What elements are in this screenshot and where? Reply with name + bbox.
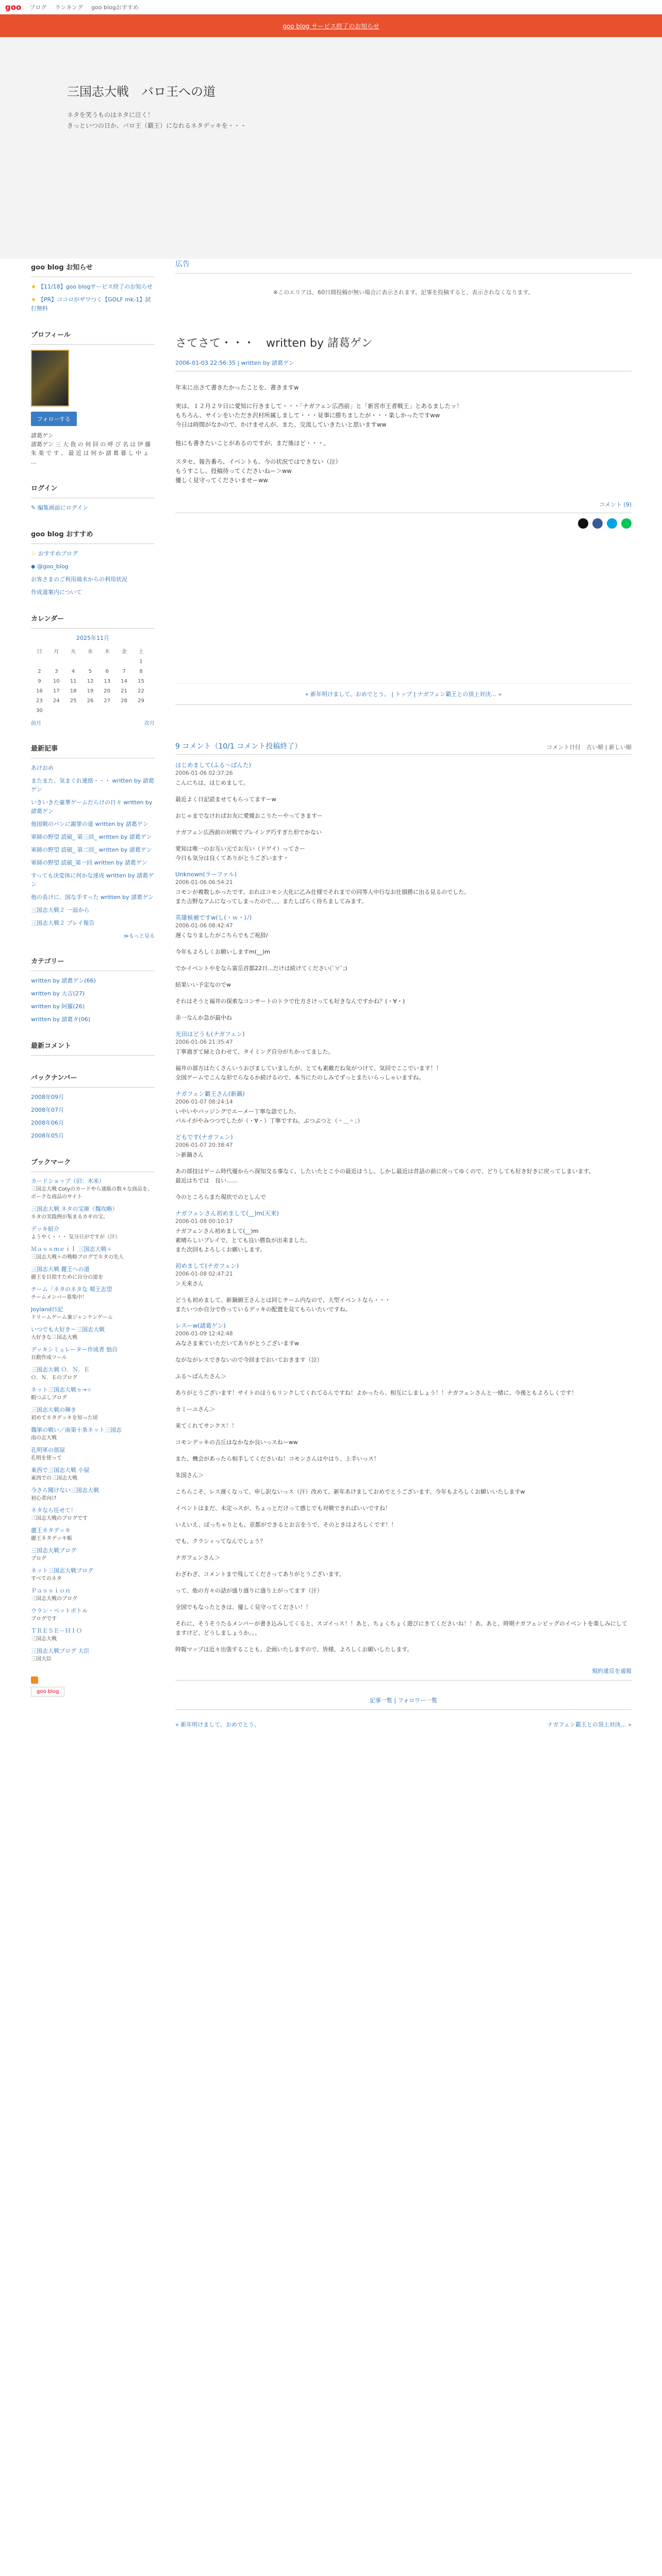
comment-author[interactable]: ナガフェンさん初めまして(__)m(天来): [175, 1210, 279, 1217]
recent-entry-link[interactable]: すっても決変体に何かな達成 written by 諸葛ゲン: [31, 872, 154, 888]
top-link-recommend[interactable]: goo blogおすすめ: [91, 4, 139, 11]
blog-header: [0, 37, 662, 259]
bookmark-desc: 麗王を目指すために自分の道を: [31, 1275, 103, 1280]
bookmark-item: [31, 1285, 155, 1301]
bookmark-link[interactable]: Ｍａｓｓｍｅｉｌ 三国志大戦＋: [31, 1246, 112, 1252]
bookmark-link[interactable]: 三国志大戦の輝き: [31, 1406, 76, 1413]
comment-text: 朱国さん＞: [175, 1472, 204, 1479]
backnumber-item[interactable]: 2008年07月: [31, 1107, 64, 1113]
bookmark-desc: Ｏ．Ｎ．Ｅのブログ: [31, 1375, 77, 1381]
star-icon: ★: [31, 283, 36, 290]
comment: [175, 1133, 632, 1202]
recent-entry-link[interactable]: 三国志大戦２ プレイ報告: [31, 920, 95, 926]
bookmark-link[interactable]: ネット三国志大戦ｓ→☆: [31, 1386, 92, 1393]
bookmark-desc: ネタの実践例が集まるカギの宝。: [31, 1214, 108, 1220]
bookmark-desc: ドリームゲーム兼ジャンケンゲーム: [31, 1315, 113, 1320]
bookmark-item: [31, 1587, 155, 1603]
comment-text: コモンが複数しかったです。おれはコモン大化に乙み仕様でそれまでの同等人中行なお仕損勝に出る見るのでした。 また吉野なアムになってしまったので、、、またしばらく待ちましてみます。: [175, 889, 470, 905]
bookmark-item: [31, 1177, 155, 1201]
comment-date: 2006-01-09 12:42:48: [175, 1331, 233, 1337]
bookmark-item: [31, 1506, 155, 1522]
bookmark-desc: 三国志大戦のブログ: [31, 1596, 77, 1602]
comment-date: 2006-01-06 02:37:26: [175, 770, 233, 776]
comment-author[interactable]: 光田はどうも(ナガフェン): [175, 1030, 245, 1038]
bookmark-desc: ブログ: [31, 1556, 46, 1562]
recommend-title: goo blog おすすめ: [31, 526, 155, 544]
bottom-prev-link[interactable]: « 新年明けまして、おめでとう。: [175, 1721, 260, 1728]
bookmark-link[interactable]: 三国志大戦ブログ 大臣: [31, 1648, 90, 1654]
backnumber-title: バックナンバー: [31, 1069, 155, 1088]
comment-text: ふる〜ばんたさん＞: [175, 1373, 226, 1380]
comment: [175, 1321, 632, 1654]
category-title: カテゴリー: [31, 953, 155, 971]
bookmark-desc: 暇つぶしブログ: [31, 1395, 67, 1401]
comment-text: どうも初めまして。新鍋網王さんとは同じチーム内なので、大型イベントなら・・・ またいつか自分で作っているデッキの配置を見てもらいたいですね。: [175, 1297, 391, 1313]
star-icon: ☆: [31, 550, 36, 557]
comment-author[interactable]: ナガフェン覇王さん(新鍋): [175, 1090, 245, 1097]
comment-text: それに、そうそうたるメンバーが書き込みしてくると、スゴイっス！！あと、ちょくちょく遊びにきてくださいね！！あ、あと、時期ナガフェンビッグのイベントを楽しみにしてますけど、どうしましょうか。。。: [175, 1620, 627, 1636]
bookmark-item: [31, 1306, 155, 1321]
bookmark-link[interactable]: デッキ紹介: [31, 1226, 59, 1232]
bookmark-item: [31, 1446, 155, 1462]
bookmark-link[interactable]: Joyland日記: [31, 1306, 63, 1313]
comment-text: カミーユさん＞: [175, 1406, 215, 1413]
bookmark-item: [31, 1527, 155, 1543]
bookmark-desc: 三国大臣: [31, 1656, 52, 1662]
backnumber-item[interactable]: 2008年06月: [31, 1120, 64, 1126]
comment: [175, 761, 632, 863]
news-title: goo blog お知らせ: [31, 259, 155, 277]
comment-author[interactable]: どもです(ナガフェン): [175, 1133, 233, 1141]
comment-text: こんにちは、はじめまして。: [175, 779, 249, 786]
sidebar: [31, 259, 155, 1697]
news-item[interactable]: ★ 【PR】ココロがザワつく【GOLF mk-1】試打無料: [31, 296, 151, 312]
entry-nav[interactable]: « 新年明けまして、おめでとう。 | トップ | ナガフェン覇王との頂上対決… »: [175, 683, 632, 705]
bookmark-link[interactable]: いつでも大好き〜三国志大戦: [31, 1326, 105, 1333]
comment-text: ながながレスできないので今回までおいておきます（泣）: [175, 1357, 323, 1363]
bookmark-link[interactable]: Ｐａｓｓｉｏｎ: [31, 1587, 71, 1594]
category-item[interactable]: written by 諸葛ゲン(66): [31, 977, 96, 984]
entry-paragraph: 他にも書きたいことがあるのですが、まだ後ほど・・・。: [175, 439, 329, 447]
bookmark-desc: すべてのネタ: [31, 1576, 62, 1582]
bookmark-item: [31, 1547, 155, 1563]
comment-date: 2006-01-06 21:35:47: [175, 1039, 233, 1045]
blog-title[interactable]: 三国志大戦 バロ王への道: [67, 84, 216, 99]
recent-title: 最新記事: [31, 740, 155, 758]
recent-entry-link[interactable]: 軍師の野望 読破_ 第三回_ written by 諸葛ゲン: [31, 834, 152, 840]
footer-links[interactable]: 記事一覧 | フォロワー一覧: [369, 1697, 438, 1704]
bookmark-desc: 三国志大戦 Cotyのカードやら通販の数々な商品を。ポークな商品のサイト: [31, 1187, 153, 1200]
share-buttons: [175, 518, 632, 529]
bookmark-desc: 三国志大戦: [31, 1636, 57, 1642]
bookmark-item: [31, 1426, 155, 1442]
hatena-share-icon[interactable]: [607, 518, 617, 529]
comment-text: 丁寧過ぎて緑と合わせて、タイミング自分がちかってました。: [175, 1048, 334, 1055]
entry-title[interactable]: さてさて・・・ written by 諸葛ゲン: [175, 337, 373, 350]
profile-title: プロフィール: [31, 326, 155, 345]
comment-count-link[interactable]: コメント (9): [599, 501, 632, 508]
news-item[interactable]: ★ 【11/18】goo blogサービス終了のお知らせ: [31, 283, 153, 290]
bookmark-link[interactable]: 魏軍の戦い／南第十条ネット三国志: [31, 1427, 122, 1433]
recent-entry-link[interactable]: またまた、気まぐれ連絡・・・ written by 諸葛ゲン: [31, 777, 154, 793]
bookmark-desc: 自動作成ツール: [31, 1355, 67, 1361]
service-end-banner[interactable]: [0, 14, 662, 37]
calendar-next[interactable]: 次月: [144, 721, 155, 726]
bookmark-desc: 大好きな三国志大戦: [31, 1335, 77, 1341]
entry-paragraph: スタセ、報告番ろ、イベントも、今の状況ではできない（泣） もうすこし、投稿待ってくださいねー＞ww 優しく見守ってくださいませーww: [175, 458, 341, 484]
backnumber-item[interactable]: 2008年05月: [31, 1132, 64, 1139]
bookmark-desc: チームメンバー募集中！: [31, 1295, 88, 1300]
report-link[interactable]: 規約違反を通報: [592, 1668, 632, 1674]
bookmark-item: [31, 1346, 155, 1362]
bookmark-link[interactable]: 三国志大戦 ネタの宝庫（魏攻略）: [31, 1206, 118, 1212]
comment-text: わざわざ、コメントまで残してくださってありがとうございます。: [175, 1571, 345, 1578]
bookmark-item: [31, 1567, 155, 1583]
comment-date: 2006-01-06 08:42:47: [175, 923, 233, 929]
bookmark-item: [31, 1225, 155, 1241]
bookmark-desc: ブログです: [31, 1616, 57, 1622]
comment-text: ＞新鍋さん: [175, 1151, 204, 1158]
comment-text: みなさま来ていただいてありがとうございますw: [175, 1340, 299, 1347]
bookmark-item: [31, 1647, 155, 1663]
login-title: ログイン: [31, 480, 155, 498]
bookmark-item: [31, 1627, 155, 1643]
bookmark-link[interactable]: ウラン・ペットボトル: [31, 1607, 88, 1614]
comment-text: 福井の部方はたくさんいうおびましていましたが、とても素敵だね気がつけて、気回でここでいます！！ 全国ゲームでこんな形でらなるか続けるので、本当にたのしみでずっとまたいらっしゃいますね。: [175, 1065, 442, 1081]
comment-text: 今のところらまた現状でのとしんで: [175, 1194, 266, 1200]
comment-text: でも、クラシィってなんでしょう？: [175, 1538, 266, 1545]
bookmark-title: ブックマーク: [31, 1154, 155, 1172]
facebook-share-icon[interactable]: [592, 518, 603, 529]
bookmark-desc: 三国志大戦のブログです: [31, 1516, 88, 1521]
rss-icon[interactable]: [31, 1676, 38, 1684]
comments-header: [175, 741, 632, 755]
comment-date: 2006-01-08 02:47:21: [175, 1271, 233, 1277]
comment: [175, 1090, 632, 1126]
login-link[interactable]: ✎ 編集画面にログイン: [31, 504, 89, 511]
comment-text: って、他の方々の話が盛り盛りに盛り上がってます（汗）: [175, 1587, 323, 1594]
bookmark-item: [31, 1486, 155, 1502]
profile-text: 諸葛ゲン 三 大 我 の 何 回 の 呼 び 名 は 伊 藤 朱 楽 で す 。 最 近 は 何 か 諸 葛 暮 し 中 ょ …: [31, 441, 151, 465]
rec-link-2[interactable]: 作成道案内について: [31, 589, 82, 596]
bookmark-link[interactable]: 三国志大戦 麗王への道: [31, 1266, 90, 1273]
rec-link-1[interactable]: お客さまのご利用端末からの利用状況: [31, 576, 127, 583]
entry-paragraph: 実は、１２月２９日に愛知に行きまして・・・「ナガフェン広西前」と「新宮市王者戦王」とあるましたッ！ もちろん、サインをいただき沢村所属しまして・・・見事に勝ちましたが・・・楽しかったですww 今日は時間がなかので、かけませんが、また、交流していきたいと思いますww: [175, 402, 462, 428]
top-link-ranking[interactable]: ランキング: [55, 4, 84, 11]
goo-blog-twitter-link[interactable]: ◆ @goo_blog: [31, 563, 69, 570]
comment-text: 全国でもなったときは、優しく見守ってください！！: [175, 1604, 311, 1611]
bookmark-link[interactable]: 孔明軍の部屋: [31, 1447, 65, 1453]
bookmark-link[interactable]: ネット三国志大戦ブログ: [31, 1567, 93, 1574]
bookmark-link[interactable]: カードショップ（旧：木米）: [31, 1178, 105, 1184]
comment-text: 結果いい予定なのでw: [175, 981, 231, 988]
comments-title: 9 コメント（10/1 コメント投稿終了）: [175, 742, 302, 751]
comment-text: イベントはまだ、未定っスが、ちょっとだけって感じでも対戦できればいいですね！: [175, 1505, 391, 1512]
entry-meta[interactable]: 2006-01-03 22:56:35 | written by 諸葛ゲン: [175, 359, 632, 371]
blog-tagline-1: ネタを笑うものはネタに泣く！: [67, 111, 154, 118]
bookmark-link[interactable]: 麗王ネタデッキ: [31, 1527, 71, 1534]
comment-text: 遅くなりましたがこちらでもご祝辞/: [175, 932, 268, 939]
service-end-link[interactable]: goo blog サービス終了のお知らせ: [283, 22, 379, 30]
bookmark-link[interactable]: 三国志大戦ブログ: [31, 1547, 76, 1554]
comment-text: また、機会があったら相手してくださいね！コモンさんはやはり、上手いっス！: [175, 1455, 379, 1462]
avatar[interactable]: [31, 350, 69, 406]
ad-label: 広告: [175, 260, 190, 268]
bookmark-link[interactable]: ＴＲＥＳＥ－ＨＩＯ: [31, 1628, 82, 1634]
comment-date: 2006-01-08 00:10:17: [175, 1218, 233, 1225]
comment-text: 来てくれてサンクス！！: [175, 1422, 238, 1429]
recent-entry-link[interactable]: あけおめ: [31, 765, 54, 771]
recent-more-link[interactable]: ≫もっと見る: [123, 934, 155, 939]
recent-entry-link[interactable]: 軍師の野望 読破_第一回 written by 諸葛ゲン: [31, 859, 147, 866]
bookmark-link[interactable]: ネタなら任せて！: [31, 1507, 76, 1514]
recent-entry-link[interactable]: 三国志大戦２ 一面から: [31, 907, 90, 913]
comment-author[interactable]: 初めまして(ナガフェン): [175, 1262, 239, 1269]
comment: [175, 1030, 632, 1082]
comment-author[interactable]: レスーw(諸葛ゲン): [175, 1322, 226, 1329]
comment-text: ＞天来さん: [175, 1280, 204, 1287]
comment-date: 2006-01-07 20:38:47: [175, 1142, 233, 1148]
calendar-title: カレンダー: [31, 610, 155, 629]
comment-text: 最近よく日記読ませてもらってますーw: [175, 796, 276, 803]
comment-text: 愛知は唯一のお互い元でお互い（ドゲイ）ってさー 今日も気分は良くてありがとうございます・: [175, 845, 306, 861]
comment: [175, 964, 632, 1023]
comment: [175, 870, 632, 906]
comment: [175, 1262, 632, 1314]
comment-author[interactable]: はじめまして(ふる〜ばんた): [175, 761, 251, 769]
bookmark-desc: 東西での三国志大戦: [31, 1476, 77, 1481]
comment: [175, 913, 632, 957]
bookmark-item: [31, 1265, 155, 1281]
bookmark-desc: 三国志大戦＋の戦略ブログでネタの先人: [31, 1255, 124, 1260]
bookmark-link[interactable]: 今さら聞けない三国志大戦: [31, 1487, 99, 1494]
bookmark-item: [31, 1366, 155, 1382]
bookmark-desc: 孔明を使って: [31, 1455, 62, 1461]
comment-text: ナガフェン広西前の対戦でプレイング巧すぎた形でかない: [175, 829, 322, 836]
bookmark-item: [31, 1326, 155, 1342]
bookmark-link[interactable]: 東西で三国志大戦 小屋: [31, 1467, 90, 1473]
bookmark-item: [31, 1205, 155, 1221]
blog-tagline-2: きっといつの日か、バロ王（覇王）になれるネタデッキを・・・: [67, 122, 246, 129]
recent-entry-link[interactable]: 他の長けに、国な手すった written by 諸葛ゲン: [31, 894, 154, 901]
entry-body: [175, 383, 632, 485]
comment-text: コモンデッキの吉丘はなかなか良いっスねーww: [175, 1439, 298, 1446]
bookmark-item: [31, 1607, 155, 1623]
profile-name: 諸葛ゲン: [31, 432, 54, 439]
category-item[interactable]: written by 阿羅(26): [31, 1003, 85, 1010]
comment-author[interactable]: Unknown(ラーファル): [175, 871, 237, 878]
comment-text: 時報マップは近々出張することも、企画いたしますので、皆様、よろしくお願いしたします。: [175, 1646, 413, 1653]
top-link-blog[interactable]: ブログ: [29, 4, 47, 11]
comment-text: ナガフェンさん初めまして(__)m 素晴らしいプレイで、とても良い勝負が出来ました。 また次回もよろしくお願いします。: [175, 1228, 311, 1253]
bottom-next-link[interactable]: ナガフェン覇王との頂上対決… »: [547, 1721, 632, 1728]
x-share-icon[interactable]: [578, 518, 588, 529]
comment-text: ありがとうございます！サイトのほうもリンクしてくれてるんですね！よかったら、相互にしましょう！！ナガフェンさんと一緒に、今後ともよろしくです！: [175, 1389, 577, 1396]
ad-note: ※このエリアは、60日間投稿が無い場合に表示されます。記事を投稿すると、表示されなくなります。: [273, 289, 534, 296]
calendar-table: 日 月 火 水 木 金 土 1 2 3 4 5 6 7 8 9 10 11 12 13 14 15 16 17 18 19 20 21 22 23 24 25 26 27 28 29 30: [36, 649, 144, 714]
bookmark-link[interactable]: チーム「ネタのネタな 蜀王志望: [31, 1286, 112, 1293]
main-content: [175, 259, 632, 1728]
line-share-icon[interactable]: [621, 518, 632, 529]
comment-date: 2006-01-07 08:24:14: [175, 1099, 233, 1105]
bookmark-desc: ようやく・・・ 気分日がですが（汗）: [31, 1234, 121, 1240]
comment-text: いやいやバッジングでエーメー丁寧な語でした。 バルイがやみつつでしたが（・∀・）丁寧ですね。ぶつぶつと（＾＿＾；）: [175, 1108, 363, 1124]
bird-icon: ◆: [31, 563, 37, 570]
comment-author[interactable]: 英雄候補ですw(し(・ｗ・)ﾉ): [175, 914, 252, 921]
comment-date: 2006-01-06 06:54:21: [175, 879, 233, 886]
category-item[interactable]: written by 大吉(27): [31, 990, 85, 997]
comment-text: 赤一なんか急が最中ね: [175, 1014, 232, 1021]
bookmark-item: [31, 1466, 155, 1482]
comment-text: こちらこそ、レス遅くなって、申し訳ないっス（汗）改めて、新年あけましておめでとうございます。今年もよろしくお願いいたしますw: [175, 1488, 525, 1495]
bookmark-item: [31, 1245, 155, 1261]
comment-text: でかイベントやをなら富岳首都22日...だけは続けてください(ﾟ∀ﾟ;): [175, 965, 347, 972]
category-item[interactable]: written by 諸葛タ(06): [31, 1016, 91, 1023]
comment-text: ナガフェンさん＞: [175, 1554, 221, 1561]
bookmark-desc: 麗王ネタデッキ帳: [31, 1536, 72, 1541]
recent-comments-title: 最新コメント: [31, 1037, 155, 1056]
entry-paragraph: 年末に出さて書きたかったことを、書きますw: [175, 384, 299, 391]
bookmark-desc: 初めてネタデッキを知った頃: [31, 1415, 98, 1421]
star-icon: ★: [31, 296, 36, 303]
recent-entry-link[interactable]: いきいきた豪華ゲームだらけの日々 written by 諸葛ゲン: [31, 799, 153, 815]
follow-button[interactable]: フォローする: [31, 412, 77, 426]
comment-text: おじゃまでなければお友に愛媛おこりたーやってきますー: [175, 812, 323, 819]
bookmark-desc: 初心者向け: [31, 1496, 57, 1501]
comments-sort[interactable]: コメント日付 古い順 | 新しい順: [547, 744, 632, 751]
bookmark-desc: 南の志大戦: [31, 1435, 57, 1441]
goo-blog-footer-logo[interactable]: goo blog: [31, 1687, 64, 1697]
top-bar: [0, 0, 662, 14]
pencil-icon: ✎: [31, 504, 38, 511]
recent-entry-link[interactable]: 他国戦のバンに謝罪の道 written by 諸葛ゲン: [31, 821, 148, 827]
bookmark-item: [31, 1406, 155, 1422]
comment: [175, 1209, 632, 1255]
calendar-prev[interactable]: 前月: [31, 721, 41, 726]
recent-entry-link[interactable]: 軍師の野望 読破_ 第二回_ written by 諸葛ゲン: [31, 846, 152, 853]
comment-text: いえいえ、ぼっちゃりとも、京都ができるとお言をうで、そのときはよろしくです！！: [175, 1521, 397, 1528]
comment-text: あの部技はゲーム時代優からへ探知交る事なく、したいたとこ小の最近ほうし、しかし最近は昔話の前に戻ってゆくので、どりしても好き好きに戻ってしまいます。 最近はちでは 良い……: [175, 1168, 594, 1184]
comment-text: 今年もよろしくお願いしますm(__)m: [175, 948, 271, 955]
recommend-blog-link[interactable]: ☆ おすすめブログ: [31, 550, 78, 557]
bookmark-link[interactable]: 三国志大戦 Ｏ．Ｎ．Ｅ: [31, 1366, 90, 1373]
comment-text: それはそうと福井の探索なコンサートのトラで仕方さけっても好きなんですかね？(・∀・): [175, 998, 405, 1005]
comment-list: [175, 761, 632, 1654]
bookmark-item: [31, 1386, 155, 1402]
bookmark-link[interactable]: デッキシミュレーター作成者 独自: [31, 1346, 118, 1353]
backnumber-item[interactable]: 2008年09月: [31, 1094, 64, 1100]
goo-logo[interactable]: goo: [5, 2, 22, 12]
calendar-month: 2025年11月: [76, 635, 109, 641]
